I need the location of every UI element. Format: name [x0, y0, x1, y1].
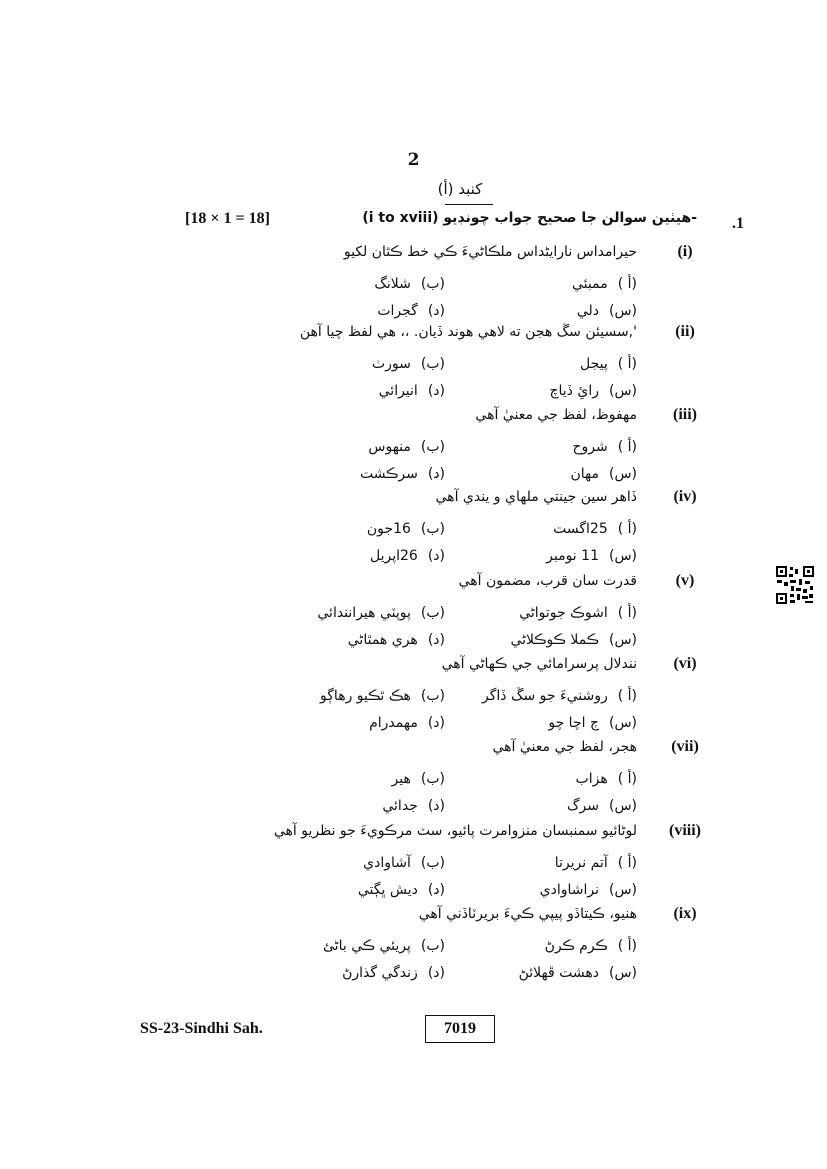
qr-code-icon	[775, 565, 815, 605]
answer-option-label: (س)	[608, 715, 637, 731]
answer-option-label: (ب)	[420, 855, 445, 871]
answer-option-label: (أ )	[617, 605, 637, 621]
answer-option[interactable]	[546, 548, 637, 564]
answer-option[interactable]	[510, 632, 637, 648]
answer-option[interactable]	[342, 965, 445, 981]
answer-option[interactable]	[348, 632, 445, 648]
answer-option[interactable]	[323, 938, 445, 954]
answer-option-text: گجرات	[377, 303, 418, 319]
answer-option[interactable]	[377, 303, 445, 319]
question-stem: قدرت سان قرب، مضمون آهي	[458, 573, 637, 589]
answer-option-label: (ب)	[420, 439, 445, 455]
answer-option-text: هزاب	[575, 771, 608, 787]
answer-option-text: ديش ڀڳتي	[357, 882, 418, 898]
answer-option-text: 16جون	[366, 521, 411, 537]
answer-option[interactable]	[548, 715, 637, 731]
answer-option-label: (أ )	[617, 356, 637, 372]
answer-option-text: زندگي گذارڻ	[342, 965, 418, 981]
answer-option-label: (د)	[427, 965, 445, 981]
answer-option[interactable]	[549, 383, 637, 399]
answer-option[interactable]	[367, 521, 445, 537]
answer-option-text: ڪملا ڪوڪلاڻي	[510, 632, 599, 648]
answer-option-text: مهمدرام	[369, 715, 418, 731]
answer-option-text: سرڪشت	[359, 466, 418, 482]
answer-option-label: (س)	[608, 303, 637, 319]
answer-option-label: (د)	[427, 466, 445, 482]
answer-option-label: (د)	[427, 715, 445, 731]
answer-option-label: (أ )	[617, 938, 637, 954]
answer-option-label: (د)	[427, 383, 445, 399]
question-stem: ',سسيئن سڱ هجن ته لاهي هوند ڏيان. ،، هي لفظ چيا آهن	[299, 324, 637, 340]
answer-option[interactable]	[519, 965, 637, 981]
answer-option-label: (د)	[427, 882, 445, 898]
answer-option[interactable]	[555, 855, 637, 871]
answer-option-text: هير	[391, 771, 411, 787]
answer-option-label: (أ )	[617, 771, 637, 787]
answer-option-label: (س)	[608, 466, 637, 482]
answer-option-label: (س)	[608, 882, 637, 898]
question-item-number: (ix)	[673, 905, 697, 922]
answer-option-text: 25اگست	[553, 521, 608, 537]
answer-option-label: (د)	[427, 548, 445, 564]
question-stem: حيرامداس نارايڻداس ملڪاڻيءَ ڪي خط ڪٿان لکيو	[343, 244, 637, 260]
answer-option-label: (ب)	[420, 938, 445, 954]
answer-option-label: (د)	[427, 798, 445, 814]
answer-option-label: (ب)	[420, 771, 445, 787]
answer-option-label: (س)	[608, 548, 637, 564]
answer-option-label: (ب)	[420, 356, 445, 372]
answer-option-text: جدائي	[382, 798, 418, 814]
answer-option-text: هڪ ٿڪيو رهاڳو	[320, 688, 411, 704]
answer-option[interactable]	[363, 855, 445, 871]
question-number: .1	[732, 215, 744, 232]
answer-option-label: (ب)	[420, 605, 445, 621]
answer-option-text: پوپٽي هيرانندائي	[317, 605, 411, 621]
question-stem: ڏاهر سين جينتي ملهاي و يندي آهي	[435, 489, 637, 505]
question-stem: هنيو، ڪيتاڏو پيپي ڪيءَ بريرٽاڏني آهي	[418, 906, 637, 922]
question-stem: نندلال پرسرامائي جي ڪهاڻي آهي	[441, 656, 637, 672]
question-item-number: (ii)	[675, 323, 695, 340]
answer-option-label: (ب)	[420, 688, 445, 704]
answer-option[interactable]	[580, 356, 637, 372]
answer-option[interactable]	[370, 548, 445, 564]
answer-option-label: (د)	[427, 303, 445, 319]
answer-option-label: (أ )	[617, 688, 637, 704]
answer-option-text: ممبئي	[572, 276, 608, 292]
answer-option-text: منهوس	[368, 439, 411, 455]
answer-option[interactable]	[374, 276, 445, 292]
answer-option[interactable]	[576, 771, 637, 787]
question-item-number: (v)	[675, 572, 695, 589]
answer-option-text: 26اپريل	[369, 548, 418, 564]
answer-option[interactable]	[519, 605, 637, 621]
question-stem: هجر، لفظ جي معنيٰ آهي	[492, 739, 637, 755]
answer-option-text: سرگ	[566, 798, 599, 814]
question-item-number: (iv)	[673, 488, 697, 505]
answer-option-text: انيرائي	[378, 383, 418, 399]
answer-option-text: روشنيءَ جو سڱ ڏاگر	[481, 688, 608, 704]
question-item-number: (viii)	[669, 822, 701, 839]
answer-option[interactable]	[379, 383, 445, 399]
answer-option-text: آشاوادي	[363, 855, 411, 871]
answer-option-text: ڄ اچا چو	[548, 715, 599, 731]
answer-option-text: رائِ ڏياچ	[549, 383, 599, 399]
answer-option-text: شلانگ	[374, 276, 411, 292]
answer-option-text: آتم نريرتا	[554, 855, 608, 871]
answer-option-text: پريئي ڪي باڻئ	[323, 938, 411, 954]
answer-option-text: مهان	[570, 466, 599, 482]
answer-option-text: اشوڪ جوتواڻي	[519, 605, 608, 621]
answer-option-label: (أ )	[617, 855, 637, 871]
answer-option-label: (س)	[608, 798, 637, 814]
answer-option-label: (أ )	[617, 521, 637, 537]
answer-option-label: (ب)	[420, 276, 445, 292]
answer-option-text: نراشاوادي	[539, 882, 599, 898]
answer-option-label: (د)	[427, 632, 445, 648]
answer-option-text: سورٺ	[371, 356, 411, 372]
answer-option[interactable]	[392, 771, 445, 787]
answer-option[interactable]	[572, 439, 637, 455]
answer-option-text: هري همٿاڻي	[347, 632, 418, 648]
marks-allocation: [18 × 1 = 18]	[185, 210, 270, 227]
answer-option[interactable]	[545, 938, 637, 954]
question-item-number: (iii)	[673, 406, 697, 423]
answer-option[interactable]	[320, 688, 445, 704]
question-item-number: (vii)	[671, 738, 699, 755]
answer-option[interactable]	[553, 521, 637, 537]
answer-option[interactable]	[570, 466, 637, 482]
answer-option[interactable]	[577, 303, 637, 319]
page-number: 2	[407, 150, 420, 170]
question-instruction: (i to xviii) هيٺين سوالن جا صحيح جواب چونڊيو-	[362, 210, 697, 226]
answer-option-label: (أ )	[617, 439, 637, 455]
section-title-underline	[445, 204, 493, 205]
question-item-number: (i)	[677, 243, 693, 260]
footer-page-code: 7019	[425, 1015, 495, 1043]
footer-subject-code: SS-23-Sindhi Sah.	[140, 1020, 263, 1037]
answer-option[interactable]	[482, 688, 637, 704]
answer-option[interactable]	[572, 276, 637, 292]
answer-option[interactable]	[540, 882, 637, 898]
answer-option-text: پيجل	[579, 356, 608, 372]
answer-option-text: 11 نومبر	[546, 548, 599, 564]
answer-option-label: (س)	[608, 632, 637, 648]
answer-option-text: ڪرم ڪرڻ	[544, 938, 608, 954]
answer-option[interactable]	[567, 798, 637, 814]
answer-option-text: شروح	[572, 439, 608, 455]
question-stem: مهفوظ، لفظ جي معنيٰ آهي	[475, 407, 637, 423]
answer-option[interactable]	[382, 798, 445, 814]
answer-option-label: (س)	[608, 383, 637, 399]
answer-option[interactable]	[317, 605, 445, 621]
question-item-number: (vi)	[673, 655, 697, 672]
answer-option[interactable]	[360, 466, 445, 482]
answer-option-text: دهشت ڦهلائڻ	[518, 965, 599, 981]
answer-option[interactable]	[372, 356, 445, 372]
answer-option-label: (أ )	[617, 276, 637, 292]
question-stem: لوڻائيو سمنبسان منزوامرت پائيو، سٽ مرڪويءَ جو نظريو آهي	[273, 823, 637, 839]
answer-option-text: دلي	[576, 303, 599, 319]
section-title: کنبد (أ)	[437, 180, 483, 198]
answer-option[interactable]	[369, 715, 445, 731]
answer-option-label: (س)	[608, 965, 637, 981]
answer-option-label: (ب)	[420, 521, 445, 537]
answer-option[interactable]	[358, 882, 445, 898]
answer-option[interactable]	[368, 439, 445, 455]
